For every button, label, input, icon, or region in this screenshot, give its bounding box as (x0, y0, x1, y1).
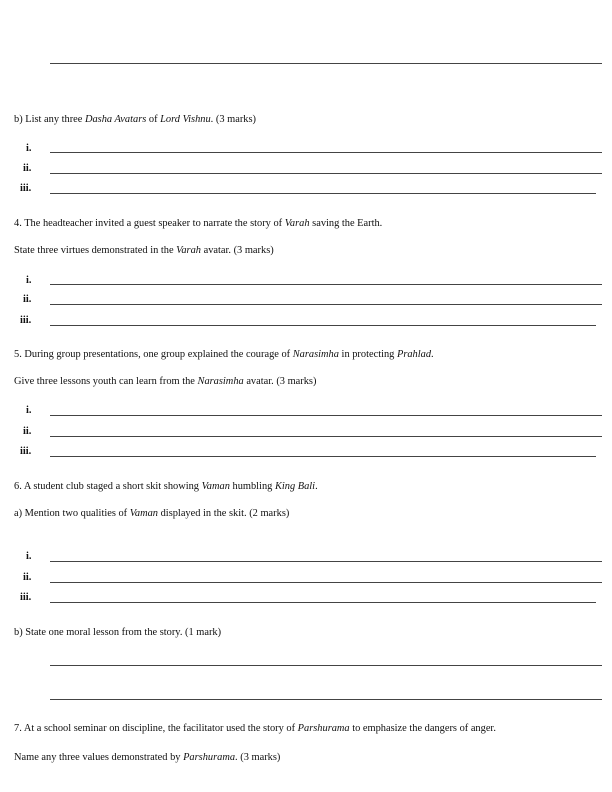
answer-line-i[interactable] (50, 284, 602, 285)
numeral-iii: iii. (20, 592, 32, 603)
question-7-prompt: Name any three values demonstrated by Parshurama. (3 marks) (14, 752, 281, 763)
answer-line-i[interactable] (50, 415, 602, 416)
answer-line-ii[interactable] (50, 582, 602, 583)
answer-line[interactable] (50, 699, 602, 700)
numeral-i: i. (26, 405, 32, 416)
answer-line-ii[interactable] (50, 173, 602, 174)
question-4-prompt: State three virtues demonstrated in the Varah avatar. (3 marks) (14, 245, 274, 256)
numeral-ii: ii. (23, 163, 32, 174)
question-6b-text: b) State one moral lesson from the story. (1 mark) (14, 627, 222, 638)
numeral-i: i. (26, 143, 32, 154)
question-4-text: 4. The headteacher invited a guest speaker to narrate the story of Varah saving the Earth. (14, 218, 383, 229)
answer-line-iii[interactable] (50, 456, 596, 457)
question-5-text: 5. During group presentations, one group explained the courage of Narasimha in protecting Prahlad. (14, 349, 434, 360)
answer-line[interactable] (50, 665, 602, 666)
question-3b-text: b) List any three Dasha Avatars of Lord Vishnu. (3 marks) (14, 114, 256, 125)
numeral-i: i. (26, 275, 32, 286)
question-7-text: 7. At a school seminar on discipline, the facilitator used the story of Parshurama to emphasize the dangers of anger. (14, 723, 496, 734)
answer-line-iii[interactable] (50, 602, 596, 603)
answer-line-iii[interactable] (50, 193, 596, 194)
numeral-ii: ii. (23, 294, 32, 305)
answer-line-ii[interactable] (50, 304, 602, 305)
numeral-iii: iii. (20, 183, 32, 194)
question-5-prompt: Give three lessons youth can learn from the Narasimha avatar. (3 marks) (14, 376, 317, 387)
answer-line-i[interactable] (50, 561, 602, 562)
numeral-i: i. (26, 551, 32, 562)
answer-line-i[interactable] (50, 152, 602, 153)
numeral-ii: ii. (23, 426, 32, 437)
numeral-ii: ii. (23, 572, 32, 583)
answer-line-ii[interactable] (50, 436, 602, 437)
question-6-text: 6. A student club staged a short skit showing Vaman humbling King Bali. (14, 481, 318, 492)
answer-line (50, 63, 602, 64)
numeral-iii: iii. (20, 446, 32, 457)
numeral-iii: iii. (20, 315, 32, 326)
answer-line-iii[interactable] (50, 325, 596, 326)
question-6a-text: a) Mention two qualities of Vaman displayed in the skit. (2 marks) (14, 508, 290, 519)
